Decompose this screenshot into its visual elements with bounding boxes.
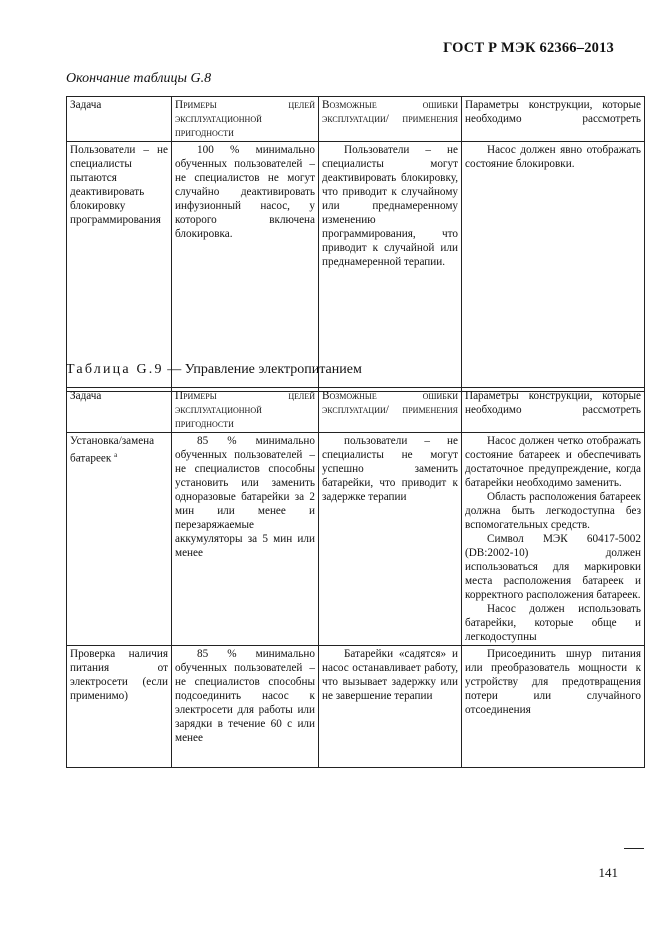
col-header-params: Параметры конструкции, которые необходимо рассмотреть — [462, 97, 645, 142]
col-header-task: Задача — [67, 388, 172, 433]
param-paragraph: Символ МЭК 60417-5002 (DB:2002-10) должен использоваться для маркировки места расположения батареек и корректного расположения батареек. — [465, 533, 641, 601]
cell-params: Насос должен явно отображать состояние блокировки. — [462, 142, 645, 392]
col-header-task: Задача — [67, 97, 172, 142]
col-header-errors: Возможные ошибки эксплуатации/ применения — [319, 97, 462, 142]
col-header-params: Параметры конструкции, которые необходимо рассмотреть — [462, 388, 645, 433]
cell-params — [462, 433, 645, 646]
table-row — [67, 646, 645, 768]
footnote-marker: а — [114, 451, 118, 459]
param-paragraph: Область расположения батареек должна быть легкодоступна без вспомогательных средств. — [465, 491, 641, 531]
param-paragraph: Насос должен использовать батарейки, которые обще и легкодоступны — [465, 603, 641, 643]
param-paragraph: Насос должен четко отображать состояние батареек и обеспечивать достаточное предупреждение, когда батарейки необходимо заменить. — [465, 435, 641, 489]
cell-task: Проверка наличия питания от электросети (если применимо) — [67, 646, 172, 768]
cell-goal: 100 % минимально обученных пользователей – не специалистов не могут случайно деактивировать инфузионный насос, у которого включена блокировка. — [172, 142, 319, 392]
table-g9 — [66, 387, 645, 768]
table-g8-caption: Окончание таблицы G.8 — [66, 71, 212, 86]
table-g9-caption-prefix: Таблица G.9 — [66, 362, 164, 377]
table-end-rule — [624, 848, 644, 849]
table-row — [67, 142, 645, 392]
cell-goal: 85 % минимально обученных пользователей – не специалистов способны установить или заменить одноразовые батарейки за 2 мин или менее и перезаряжаемые аккумуляторы за 5 мин или менее — [172, 433, 319, 646]
cell-errors: пользователи – не специалисты не могут успешно заменить батарейки, что приводит к задержке терапии — [319, 433, 462, 646]
table-g8 — [66, 96, 645, 392]
cell-errors: Батарейки «садятся» и насос останавливает работу, что вызывает задержку или не завершение терапии — [319, 646, 462, 768]
page-number: 141 — [598, 865, 618, 880]
cell-goal: 85 % минимально обученных пользователей – не специалистов способны подсоединить насос к электросети для работы или зарядки в течение 60 с или менее — [172, 646, 319, 768]
col-header-goal: Примеры целей эксплуатационной пригодности — [172, 97, 319, 142]
table-header-row — [67, 388, 645, 433]
col-header-errors: Возможные ошибки эксплуатации/ применения — [319, 388, 462, 433]
table-g9-caption-title: — Управление электропитанием — [163, 362, 362, 377]
cell-errors: Пользователи – не специалисты могут деактивировать блокировку, что приводит к случайному или преднамеренному изменению программирования, что приводит к случайной или преднамеренной терапии. — [319, 142, 462, 392]
cell-task: Пользователи – не специалисты пытаются деактивировать блокировку программирования — [67, 142, 172, 392]
col-header-goal: Примеры целей эксплуатационной пригодности — [172, 388, 319, 433]
cell-task: Установка/замена батареек $^а$ — [67, 433, 172, 646]
table-row — [67, 433, 645, 646]
standard-header: ГОСТ Р МЭК 62366–2013 — [443, 40, 614, 56]
table-header-row — [67, 97, 645, 142]
table-g9-caption — [66, 362, 362, 378]
cell-params: Присоединить шнур питания или преобразователь мощности к устройству для предотвращения потери или случайного отсоединения — [462, 646, 645, 768]
